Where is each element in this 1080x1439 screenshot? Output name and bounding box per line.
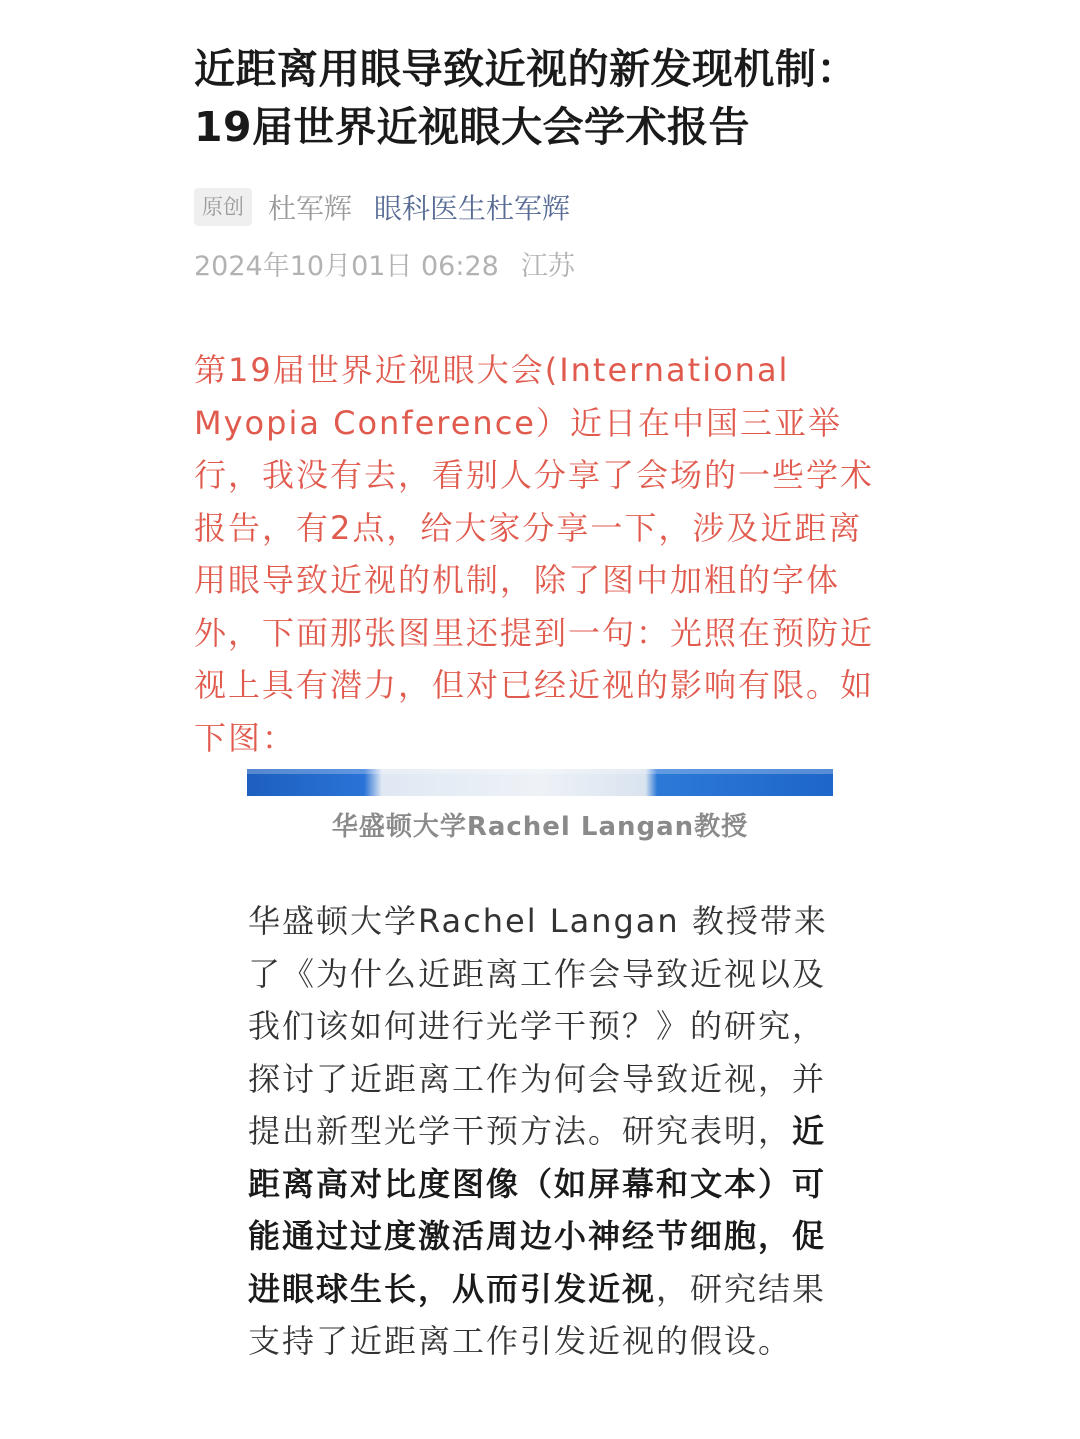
- publish-info: [194, 244, 575, 283]
- author-name: 杜军辉: [268, 192, 353, 225]
- intro-paragraph: 第19届世界近视眼大会(International Myopia Conference）近日在中国三亚举行，我没有去，看别人分享了会场的一些学术报告，有2点，给大家分享一下，涉及近距离用眼导致近视的机制，除了图中加粗的字体外，下面那张图里还提到一句：光照在预防近视上具有潜力，但对已经近视的影响有限。如下图：: [194, 351, 875, 757]
- body-paragraph: [248, 895, 838, 1368]
- account-link[interactable]: 眼科医生杜军辉: [374, 192, 571, 225]
- original-badge: 原创: [194, 188, 252, 226]
- body-text-part2: ，研究结果支持了近距离工作引发近视的假设。: [248, 1269, 827, 1360]
- article-meta: [194, 186, 570, 228]
- body-text-part1: 华盛顿大学Rachel Langan 教授带来了《为什么近距离工作会导致近视以及我们该如何进行光学干预？》的研究，探讨了近距离工作为何会导致近视，并提出新型光学干预方法。研究表明，: [248, 902, 828, 1150]
- publish-date: 2024年10月01日 06:28: [194, 251, 499, 282]
- publish-location: 江苏: [520, 251, 575, 282]
- article-title: 近距离用眼导致近视的新发现机制：19届世界近视眼大会学术报告: [194, 45, 858, 151]
- image-caption: 华盛顿大学Rachel Langan教授: [331, 812, 749, 842]
- body-bold-text: 近距离高对比度图像（如屏幕和文本）可能通过过度激活周边小神经节细胞，促进眼球生长，从而引发近视: [248, 1112, 827, 1308]
- image-highlight: [247, 769, 833, 774]
- article-image[interactable]: [247, 769, 833, 796]
